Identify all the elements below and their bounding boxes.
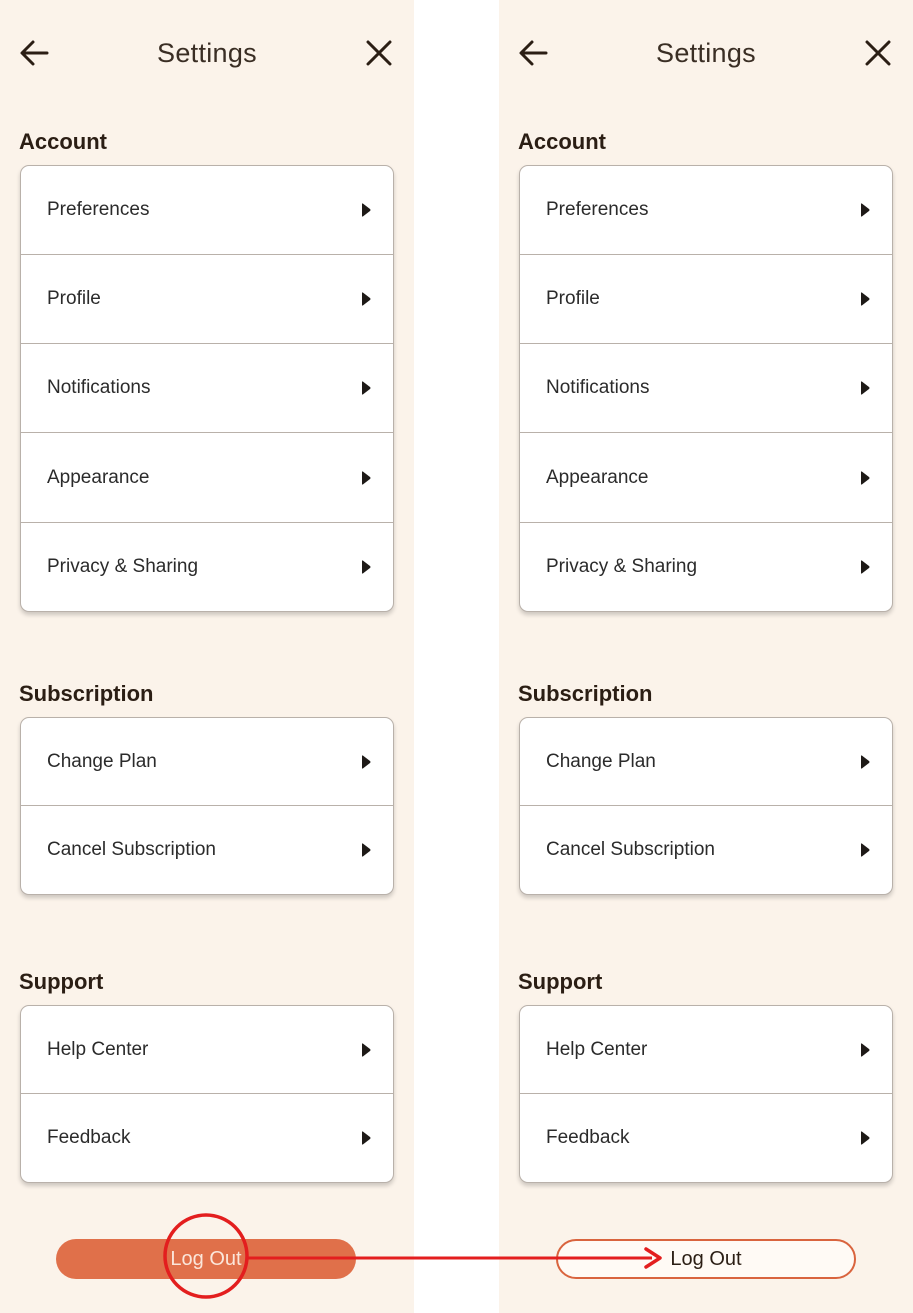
row-label: Privacy & Sharing: [47, 556, 199, 577]
row-label: Profile: [546, 288, 600, 309]
chevron-right-icon: [860, 203, 870, 217]
support-card: [519, 1005, 893, 1183]
close-icon[interactable]: [362, 36, 396, 70]
row-label: Cancel Subscription: [546, 839, 715, 860]
chevron-right-icon: [361, 755, 371, 769]
row-label: Feedback: [546, 1127, 630, 1148]
row-label: Feedback: [47, 1127, 131, 1148]
chevron-right-icon: [860, 560, 870, 574]
row-label: Notifications: [546, 377, 650, 398]
chevron-right-icon: [361, 292, 371, 306]
settings-row-change-plan[interactable]: [520, 718, 892, 806]
chevron-right-icon: [860, 381, 870, 395]
page-title: Settings: [157, 38, 257, 68]
row-label: Change Plan: [47, 750, 157, 772]
account-card: [519, 165, 893, 612]
chevron-right-icon: [361, 203, 371, 217]
settings-row-notifications[interactable]: [520, 344, 892, 433]
settings-row-cancel-subscription[interactable]: [520, 806, 892, 894]
chevron-right-icon: [361, 1043, 371, 1057]
chevron-right-icon: [361, 560, 371, 574]
settings-screen-after: [499, 0, 913, 1313]
settings-screen-before: [0, 0, 414, 1313]
logout-button[interactable]: Log Out: [556, 1239, 856, 1279]
settings-row-profile[interactable]: [21, 255, 393, 344]
section-title-subscription: Subscription: [19, 681, 154, 706]
row-label: Preferences: [47, 199, 150, 220]
settings-row-notifications[interactable]: [21, 344, 393, 433]
settings-row-appearance[interactable]: [21, 433, 393, 523]
chevron-right-icon: [860, 1131, 870, 1145]
logout-button[interactable]: Log Out: [56, 1239, 356, 1279]
settings-row-change-plan[interactable]: [21, 718, 393, 806]
row-label: Help Center: [47, 1038, 149, 1060]
section-title-support: Support: [19, 969, 104, 994]
settings-row-preferences[interactable]: [520, 166, 892, 255]
settings-row-appearance[interactable]: [520, 433, 892, 523]
chevron-right-icon: [860, 292, 870, 306]
chevron-right-icon: [860, 755, 870, 769]
row-label: Cancel Subscription: [47, 839, 216, 860]
subscription-card: [20, 717, 394, 895]
section-title-account: Account: [19, 129, 107, 154]
chevron-right-icon: [860, 1043, 870, 1057]
row-label: Profile: [47, 288, 101, 309]
settings-row-feedback[interactable]: [520, 1094, 892, 1182]
settings-row-feedback[interactable]: [21, 1094, 393, 1182]
row-label: Preferences: [546, 199, 649, 220]
settings-row-privacy-sharing[interactable]: [21, 523, 393, 611]
settings-row-cancel-subscription[interactable]: [21, 806, 393, 894]
support-card: [20, 1005, 394, 1183]
row-label: Appearance: [546, 466, 649, 488]
chevron-right-icon: [361, 381, 371, 395]
row-label: Notifications: [47, 377, 151, 398]
row-label: Privacy & Sharing: [546, 556, 698, 577]
section-title-support: Support: [518, 969, 603, 994]
section-title-account: Account: [518, 129, 606, 154]
subscription-card: [519, 717, 893, 895]
settings-row-profile[interactable]: [520, 255, 892, 344]
settings-row-help-center[interactable]: [520, 1006, 892, 1094]
row-label: Appearance: [47, 466, 150, 488]
chevron-right-icon: [361, 471, 371, 485]
chevron-right-icon: [860, 843, 870, 857]
chevron-right-icon: [361, 1131, 371, 1145]
row-label: Help Center: [546, 1038, 648, 1060]
chevron-right-icon: [860, 471, 870, 485]
account-card: [20, 165, 394, 612]
row-label: Change Plan: [546, 750, 656, 772]
chevron-right-icon: [361, 843, 371, 857]
close-icon[interactable]: [861, 36, 895, 70]
settings-row-preferences[interactable]: [21, 166, 393, 255]
section-title-subscription: Subscription: [518, 681, 653, 706]
settings-row-privacy-sharing[interactable]: [520, 523, 892, 611]
settings-row-help-center[interactable]: [21, 1006, 393, 1094]
page-title: Settings: [656, 38, 756, 68]
